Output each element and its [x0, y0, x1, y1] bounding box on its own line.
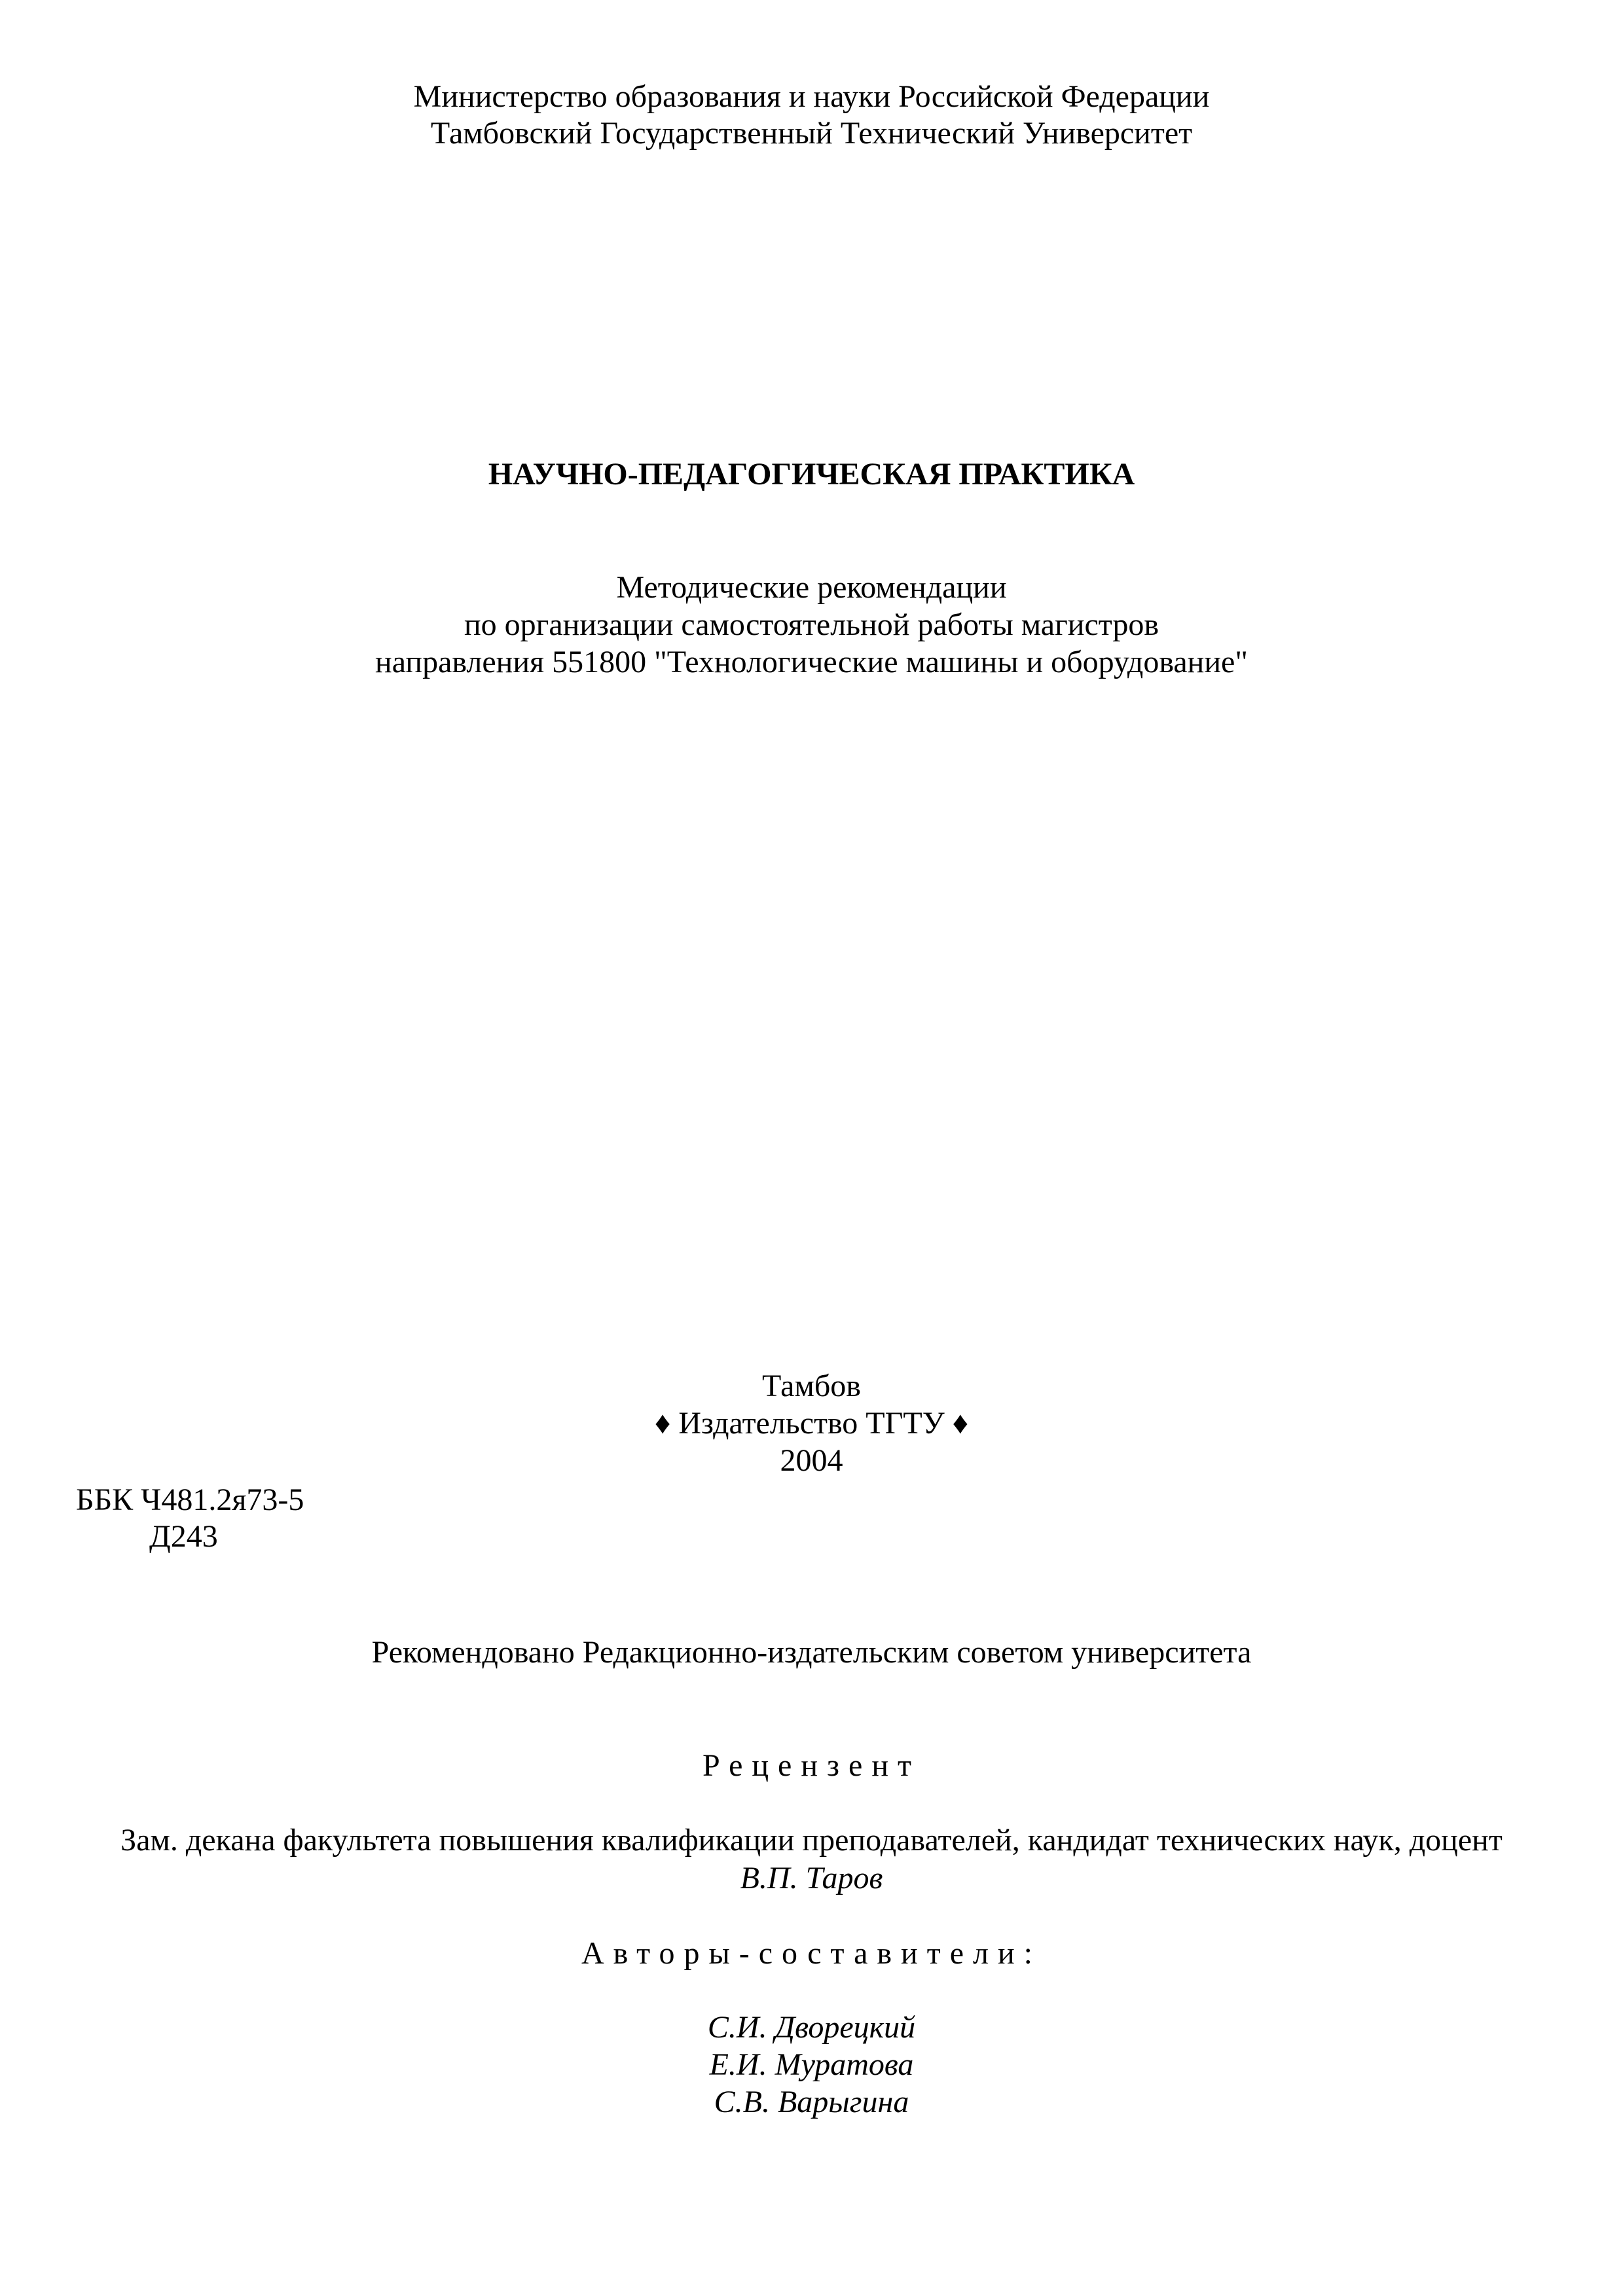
reviewer-heading: Рецензент: [702, 1748, 921, 1783]
imprint-year: 2004: [780, 1443, 843, 1478]
imprint-city: Тамбов: [762, 1369, 861, 1403]
reviewer-position: Зам. декана факультета повышения квалификации преподавателей, кандидат технических наук, доцент: [120, 1823, 1503, 1857]
subtitle-line-1: Методические рекомендации: [616, 570, 1007, 605]
reviewer-name: В.П. Таров: [740, 1861, 883, 1895]
author-name-2: Е.И. Муратова: [709, 2047, 914, 2082]
authors-heading: Авторы-составители:: [581, 1936, 1042, 1971]
ministry-line: Министерство образования и науки Российской Федерации: [413, 79, 1210, 114]
author-name-3: С.В. Варыгина: [714, 2085, 909, 2119]
subtitle-line-2: по организации самостоятельной работы магистров: [464, 607, 1159, 642]
university-line: Тамбовский Государственный Технический Университет: [430, 116, 1193, 151]
recommendation-line: Рекомендовано Редакционно-издательским советом университета: [371, 1635, 1252, 1670]
author-name-1: С.И. Дворецкий: [707, 2010, 916, 2045]
imprint-publisher: ♦ Издательство ТГТУ ♦: [654, 1406, 969, 1441]
bbk-code: ББК Ч481.2я73-5: [76, 1482, 304, 1517]
subtitle-line-3: направления 551800 "Технологические машины и оборудование": [375, 645, 1248, 679]
document-title: НАУЧНО-ПЕДАГОГИЧЕСКАЯ ПРАКТИКА: [488, 457, 1135, 492]
author-mark-code: Д243: [149, 1519, 218, 1554]
